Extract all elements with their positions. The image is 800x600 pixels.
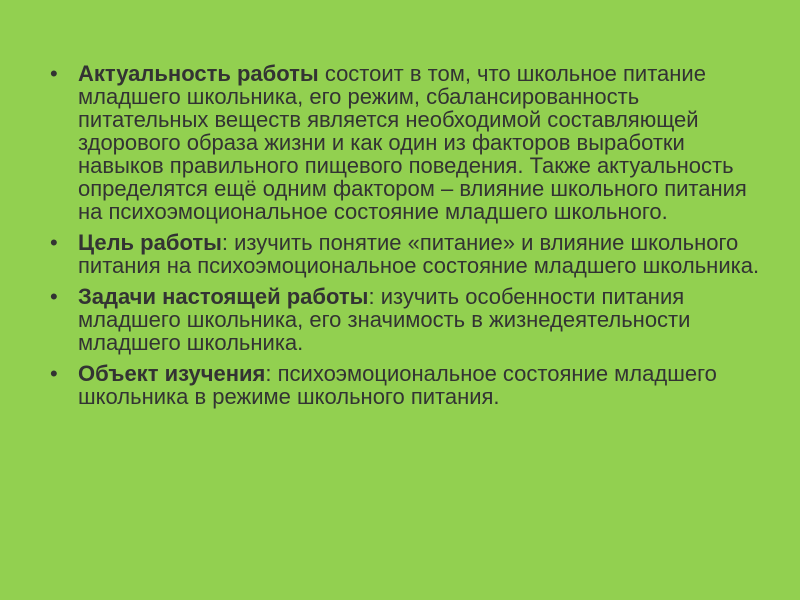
bullet-item-goal — [48, 231, 768, 277]
relevance-term: Актуальность работы — [78, 61, 319, 86]
goal-term: Цель работы — [78, 230, 222, 255]
tasks-term: Задачи настоящей работы — [78, 284, 369, 309]
goal-text: : изучить понятие «питание» и влияние школьного питания на психоэмоциональное состояние младшего школьника. — [78, 230, 760, 278]
bullet-item-object — [48, 362, 768, 408]
bullet-list — [48, 62, 768, 416]
bullet-icon: • — [50, 361, 58, 386]
bullet-icon: • — [50, 61, 58, 86]
bullet-icon: • — [50, 230, 58, 255]
bullet-icon: • — [50, 284, 58, 309]
tasks-text: : изучить особенности питания младшего школьника, его значимость в жизнедеятельности младшего школьника. — [78, 284, 691, 355]
object-text: : психоэмоциональное состояние младшего школьника в режиме школьного питания. — [78, 361, 717, 409]
bullet-item-relevance — [48, 62, 768, 223]
relevance-text: состоит в том, что школьное питание младшего школьника, его режим, сбалансированность питательных веществ является необходимой составляющей здорового образа жизни и как один из факторов выработки навыков правильного пищевого поведения. Также актуальность определятся ещё одним фактором – влияние школьного питания на психоэмоциональное состояние младшего школьного. — [78, 61, 747, 224]
object-term: Объект изучения — [78, 361, 266, 386]
bullet-item-tasks — [48, 285, 768, 354]
